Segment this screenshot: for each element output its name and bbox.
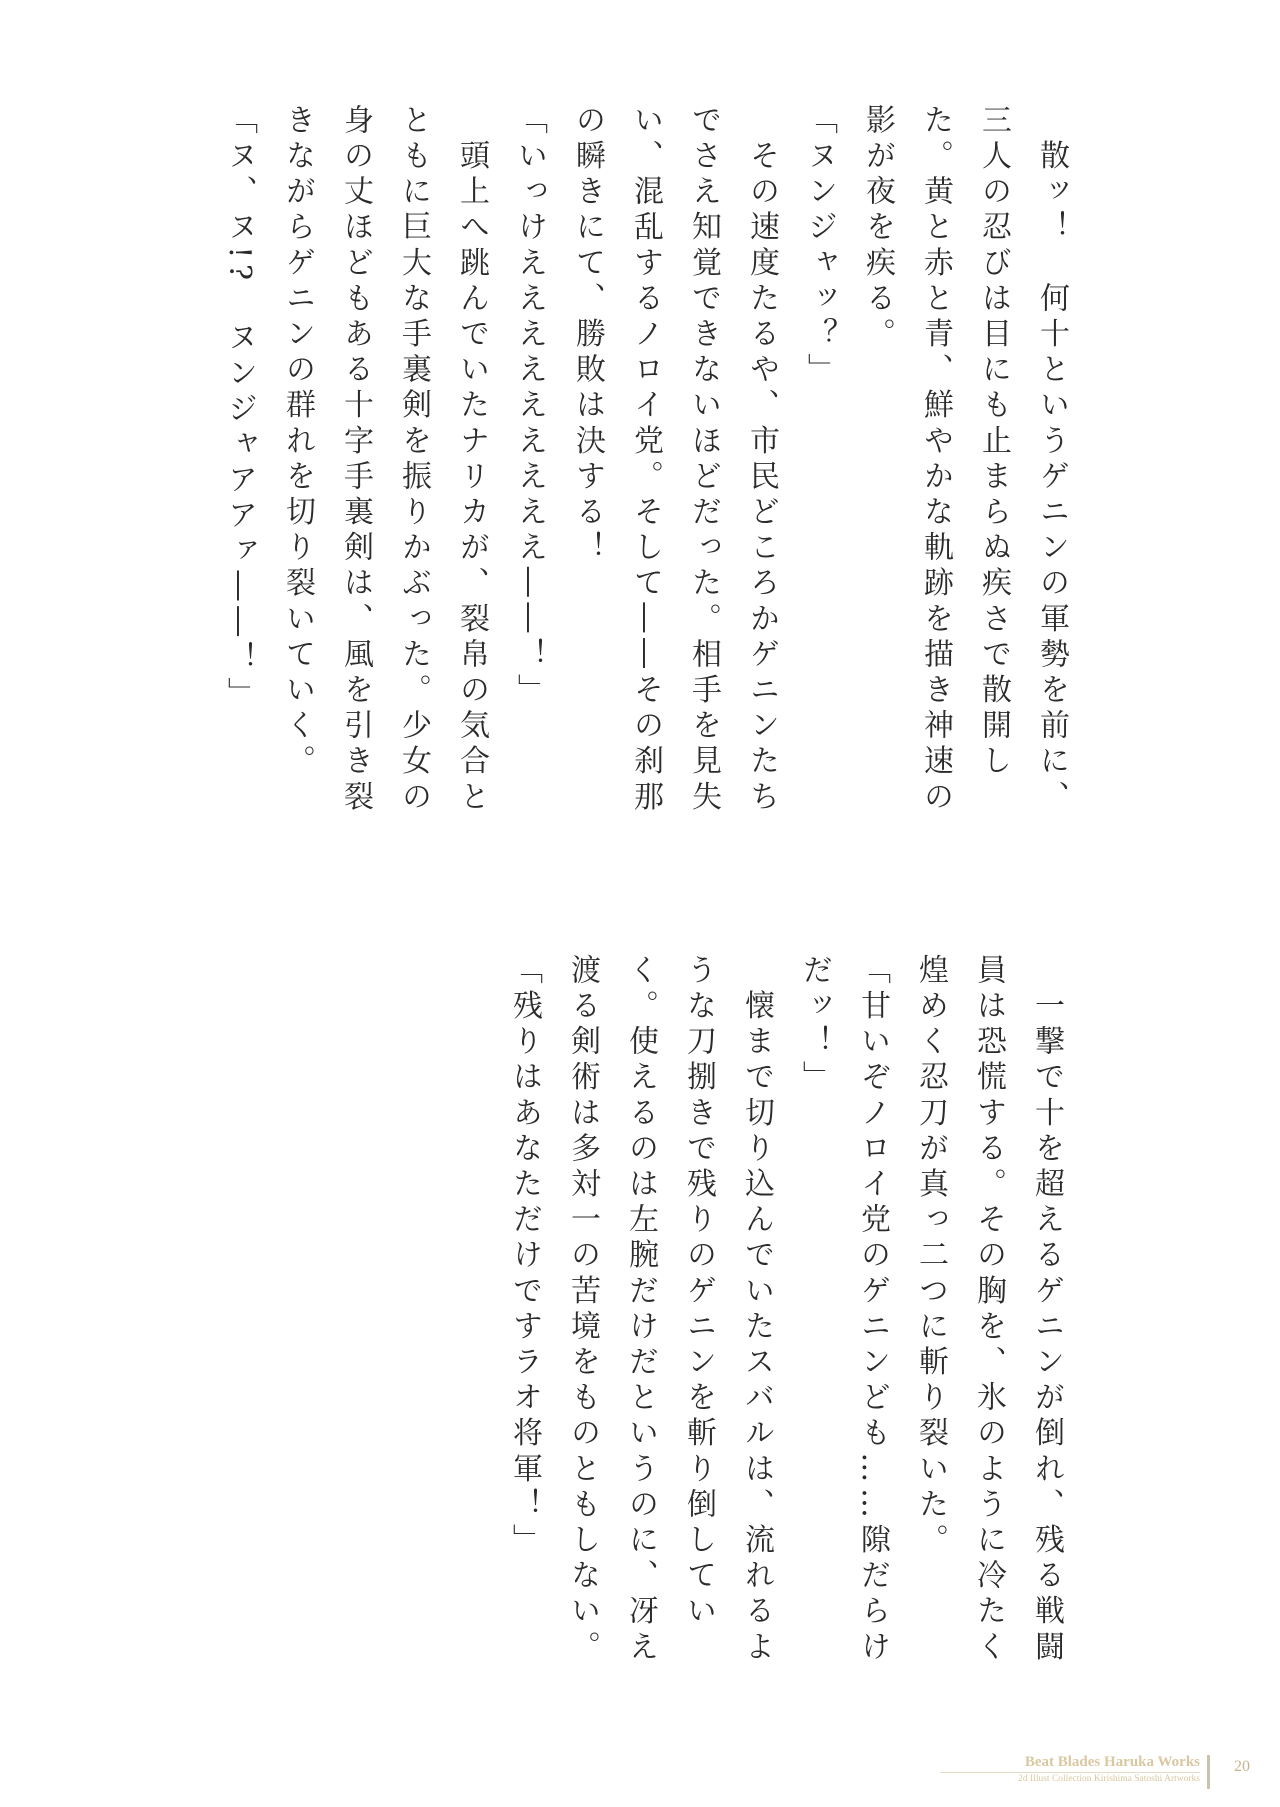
text-line: 渡る剣術は多対一の苦境をものともしない。 xyxy=(565,954,600,1666)
footer-title: Beat Blades Haruka Works xyxy=(1024,1754,1200,1770)
text-line: 頭上へ跳んでいたナリカが、裂帛の気合と xyxy=(454,104,489,816)
text-line: きながらゲニンの群れを切り裂いていく。 xyxy=(280,104,315,781)
text-line: うな刀捌きで残りのゲニンを斬り倒してい xyxy=(681,954,716,1631)
text-line: 煌めく忍刀が真っ二つに斬り裂いた。 xyxy=(913,954,948,1560)
text-line: 三人の忍びは目にも止まらぬ疾さで散開し xyxy=(976,104,1011,781)
text-block-lower xyxy=(495,954,1075,1666)
text-line: た。黄と赤と青、鮮やかな軌跡を描き神速の xyxy=(918,104,953,816)
text-line: 「残りはあなただけですラオ将軍！」 xyxy=(507,954,542,1560)
page-footer xyxy=(0,1752,1280,1792)
text-line: 員は恐慌する。その胸を、氷のように冷たく xyxy=(971,954,1006,1666)
footer-divider xyxy=(940,1772,1200,1773)
text-line: 懐まで切り込んでいたスバルは、流れるよ xyxy=(739,954,774,1666)
text-line: く。使えるのは左腕だけだというのに、冴え xyxy=(623,954,658,1666)
text-line: だッ！」 xyxy=(797,954,832,1097)
footer-subtitle: 2d Illust Collection Kirishima Satoshi Artworks xyxy=(1018,1774,1200,1784)
text-line: 「ヌンジャッ？」 xyxy=(802,104,837,389)
text-line: 「いっけえええええええええ――！」 xyxy=(512,104,547,710)
page-number: 20 xyxy=(1234,1758,1250,1775)
text-block-upper xyxy=(210,104,1080,824)
text-line: 一撃で十を超えるゲニンが倒れ、残る戦闘 xyxy=(1029,954,1064,1666)
text-line: でさえ知覚できないほどだった。相手を見失 xyxy=(686,104,721,816)
text-line: い、混乱するノロイ党。そして――その刹那 xyxy=(628,104,663,816)
text-line: 身の丈ほどもある十字手裏剣は、風を引き裂 xyxy=(338,104,373,816)
footer-vertical-bar xyxy=(1207,1755,1210,1789)
text-line: ともに巨大な手裏剣を振りかぶった。少女の xyxy=(396,104,431,816)
text-line: 散ッ！ 何十というゲニンの軍勢を前に、 xyxy=(1034,104,1069,816)
text-line: 「ヌ、ヌ!? ヌンジャアアァ――！」 xyxy=(222,104,257,713)
text-line: 「甘いぞノロイ党のゲニンども……隙だらけ xyxy=(855,954,890,1666)
text-line: その速度たるや、市民どころかゲニンたち xyxy=(744,104,779,816)
text-line: 影が夜を疾る。 xyxy=(860,104,895,354)
text-line: の瞬きにて、勝敗は決する！ xyxy=(570,104,605,567)
